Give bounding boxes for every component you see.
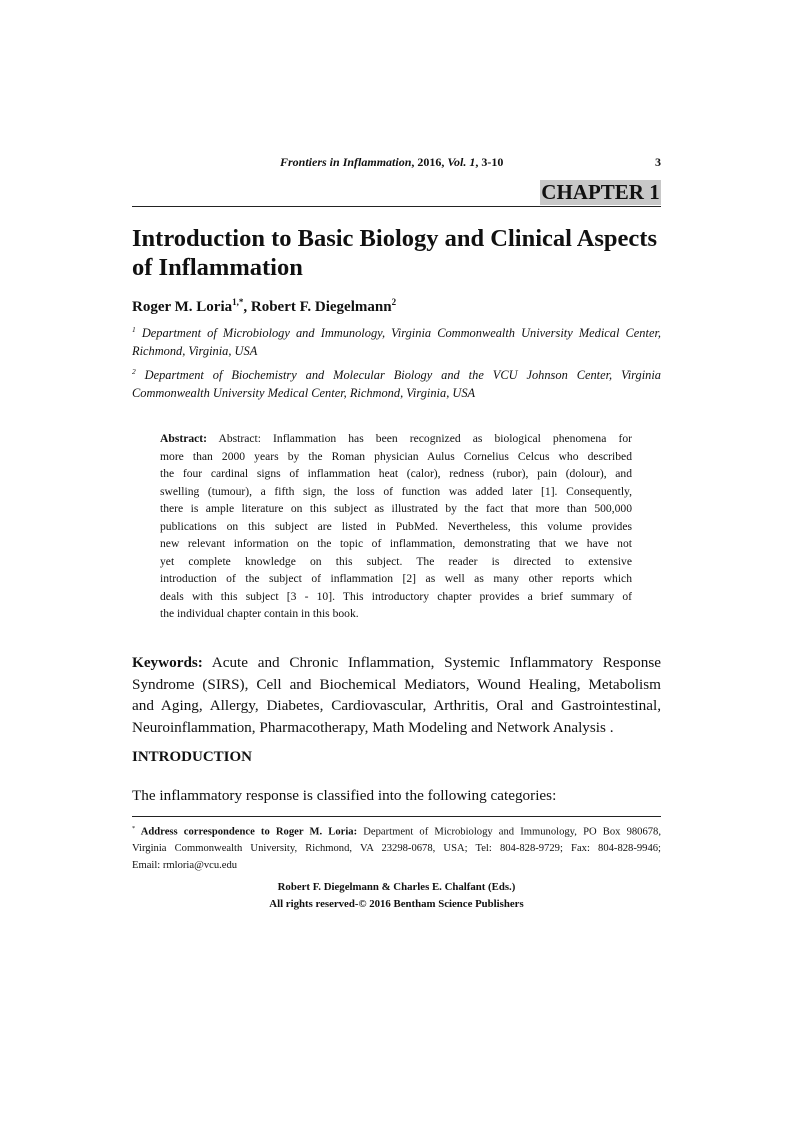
editors-copyright: Robert F. Diegelmann & Charles E. Chalfant (Eds.) All rights reserved-© 2016 Bentham Science Publishers — [269, 881, 524, 910]
chapter-label: CHAPTER 1 — [541, 180, 660, 204]
header-divider — [132, 206, 661, 207]
affiliation-1: $^1$ Department of Microbiology and Immunology, Virginia Commonwealth University Medical Center, Richmond, Virginia, USA — [132, 325, 661, 359]
affiliation-2: $^2$ Department of Biochemistry and Molecular Biology and the VCU Johnson Center, Virginia Commonwealth University Medical Center, Richmond, Virginia, USA — [132, 367, 661, 401]
keywords: Keywords: Acute and Chronic Inflammation, Systemic Inflammatory Response Syndrome (SIRS), Cell and Biochemical Mediators, Wound Healing, Metabolism and Aging, Allergy, Diabetes, Cardiovascular, Arthritis, Oral and Gastrointestinal, Neuroinflammation, Pharmacotherapy, Math Modeling and Network Analysis . — [132, 654, 661, 736]
abstract-label: Abstract: — [160, 432, 208, 445]
chapter-title: Introduction to Basic Biology and Clinical Aspects of Inflammation — [132, 225, 658, 281]
body-paragraph: The inflammatory response is classified into the following categories: — [132, 787, 557, 804]
abstract: Abstract: Abstract: Inflammation has been recognized as biological phenomena for more than 2000 years by the Roman physician Aulus Cornelius Celcus who described the four cardinal signs of inflammation heat (calor), redness (rubor), pain (dolour), and swelling (tumour), a fifth sign, the loss of function was added later [1]. Consequently, there is ample literature on this subject as illustrated by the fact that more than 500,000 publications on this subject are listed in PubMed. Nevertheless, this volume provides new relevant information on the topic of inflammation, demonstrating that we have not yet complete knowledge on this subject. The reader is directed to extensive introduction of the subject of inflammation [2] as well as many other reports which deals with this subject [3 - 10]. This introductory chapter provides a brief summary of the individual chapter contain in this book. — [160, 432, 632, 620]
footnote-divider — [132, 816, 661, 817]
journal-name: Frontiers in Inflammation — [280, 155, 412, 169]
page-number: 3 — [655, 155, 661, 169]
keywords-label: Keywords: — [132, 654, 203, 671]
section-heading: INTRODUCTION — [132, 749, 253, 765]
correspondence-footnote: * Address correspondence to Roger M. Loria: Department of Microbiology and Immunology, PO Box 980678, Virginia Commonwealth University, Richmond, VA 23298-0678, USA; Tel: 804-828-9729; Fax: 804-828-9946; Email: rmloria@vcu.edu — [132, 825, 662, 871]
authors: Roger M. Loria$^{1,*}$, Robert F. Diegelmann$^2$ — [132, 297, 397, 315]
document-page: Frontiers in Inflammation, 2016, Vol. 1, 3-10 3 CHAPTER 1 Introduction to Basic Biology and Clinical Aspects of Inflammation Roger M. Loria$^{1,*}$, Robert F. Diegelmann$^2$ $^1$ Department of Microbiology and Immunology, Virginia Commonwealth University Medical Center, Richmond, Virginia, USA $^2$ Department of Biochemistry and Molecular Biology and the VCU Johnson Center, Virginia Commonwealth University Medical Center, Richmond, Virginia, USA Abstract: Abstract: Inflammation has been recognized as biological phenomena for more than 2000 years by the Roman physician Aulus Cornelius Celcus who described the four cardinal signs of inflammation heat (calor), redness (rubor), pain (dolour), and swelling (tumour), a fifth sign, the loss of function was added later [1]. Consequently, there is ample literature on this subject as illustrated by the fact that more than 500,000 publications on this subject are listed in PubMed. Nevertheless, this volume provides new relevant information on the topic of inflammation, demonstrating that we have not yet complete knowledge on this subject. The reader is directed to extensive introduction of the subject of inflammation [2] as well as many other reports which deals with this subject [3 - 10]. This introductory chapter provides a brief summary of the individual chapter contain in this book. Keywords: Acute and Chronic Inflammation, Systemic Inflammatory Response Syndrome (SIRS), Cell and Biochemical Mediators, Wound Healing, Metabolism and Aging, Allergy, Diabetes, Cardiovascular, Arthritis, Oral and Gastrointestinal, Neuroinflammation, Pharmacotherapy, Math Modeling and Network Analysis . INTRODUCTION The inflammatory response is classified into the following categories: * Address correspondence to Roger M. Loria: Department of Microbiology and Immunology, PO Box 980678, Virginia Commonwealth University, Richmond, VA 23298-0678, USA; Tel: 804-828-9729; Fax: 804-828-9946; Email: rmloria@vcu.edu Robert F. Diegelmann & Charles E. Chalfant (Eds.) All rights reserved-© 2016 Bentham Science Publishers — [0, 0, 793, 1122]
